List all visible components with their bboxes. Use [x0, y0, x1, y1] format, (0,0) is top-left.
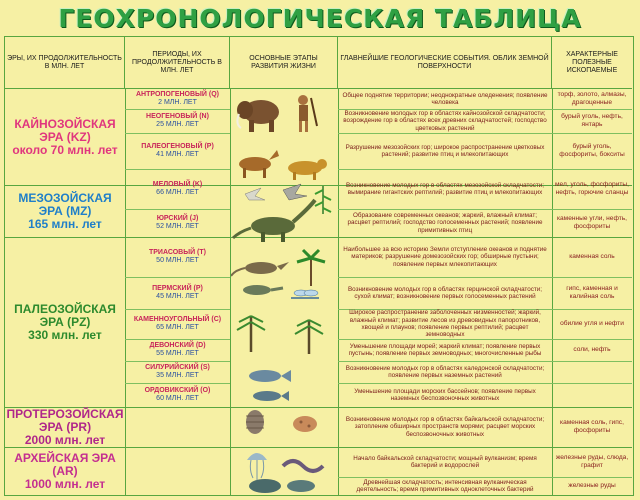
period-duration: 52 МЛН. ЛЕТ: [156, 223, 199, 230]
mineral-cell: гипс, каменная и калийная соль: [566, 285, 618, 300]
header-minerals: ХАРАКТЕРНЫЕ ПОЛЕЗНЫЕ ИСКОПАЕМЫЕ: [552, 37, 632, 89]
mineral-cell: бурый уголь, фосфориты, бокситы: [559, 143, 625, 158]
caveman-icon: [298, 95, 317, 132]
mineral-cell: [552, 383, 632, 407]
period-duration: 55 МЛН. ЛЕТ: [156, 350, 199, 357]
life-illustrations: [231, 90, 337, 495]
mineral-cell: торф, золото, алмазы, драгоценные: [557, 91, 627, 106]
period-name: НЕОГЕНОВЫЙ (N): [146, 113, 209, 120]
mammoth-icon: [237, 100, 279, 132]
event-cell: Наибольшее за всю историю Земли отступление океанов и поднятие материков; разрушение домезозойских гор; обширные пустыни; появление первых млекопитающих: [343, 246, 547, 268]
period-cell: [125, 109, 230, 133]
header-periods: ПЕРИОДЫ, ИХ ПРОДОЛЖИТЕЛЬНОСТЬ В МЛН. ЛЕТ: [125, 37, 230, 89]
geochronology-table: [4, 36, 634, 496]
era-name: ПАЛЕОЗОЙСКАЯ ЭРА (PZ): [14, 301, 116, 329]
period-name: ЮРСКИЙ (J): [156, 215, 199, 222]
mineral-cell: обилие угля и нефти: [560, 320, 624, 328]
period-duration: 50 МЛН. ЛЕТ: [156, 257, 199, 264]
period-name: ОРДОВИКСКИЙ (O): [144, 387, 211, 394]
period-cell: [125, 339, 230, 361]
event-cell: Возникновение молодых гор в областях кайнозойской складчатости; возрождение гор в областях всех древних складчатостей; господство цветковых растений: [343, 110, 547, 132]
period-cell: [125, 277, 230, 309]
era-paleozoic: [5, 237, 125, 407]
horse-icon: [239, 150, 279, 178]
event-cell: Разрушение мезозойских гор; широкое распространение цветковых растений; развитие птиц и млекопитающих: [345, 143, 545, 158]
period-duration: 65 МЛН. ЛЕТ: [156, 324, 199, 331]
period-cell: [125, 169, 230, 209]
amphibian-icon: [243, 285, 283, 295]
header-life: ОСНОВНЫЕ ЭТАПЫ РАЗВИТИЯ ЖИЗНИ: [230, 37, 338, 89]
mineral-cell: соли, нефть: [573, 346, 611, 354]
event-cell: Начало байкальской складчатости; мощный вулканизм; время бактерий и водорослей: [353, 454, 537, 469]
period-duration: 45 МЛН. ЛЕТ: [156, 293, 199, 300]
period-duration: 25 МЛН. ЛЕТ: [156, 121, 199, 128]
reptile-icon: [231, 262, 289, 276]
era-cenozoic: [5, 89, 125, 185]
era-name: ПРОТЕРОЗОЙСКАЯ ЭРА (PR): [6, 407, 124, 434]
era-mesozoic: [5, 185, 125, 237]
period-duration: 35 МЛН. ЛЕТ: [156, 372, 199, 379]
sponge-icon: [293, 416, 317, 432]
mineral-cell: железные руды, слюда, графит: [555, 454, 629, 469]
mineral-cell: бурый уголь, нефть, янтарь: [561, 113, 623, 128]
period-name: МЕЛОВЫЙ (K): [152, 181, 203, 188]
event-cell: Древнейшая складчатость; интенсивная вулканическая деятельность; время примитивных одноклеточных бактерий: [356, 478, 534, 493]
period-cell: [125, 237, 230, 277]
mineral-cell: каменная соль: [569, 253, 615, 261]
dragonfly-icon: [291, 290, 319, 298]
event-cell: Уменьшение площади морей; жаркий климат; появление первых пустынь; появление первых земноводных; многочисленные рыбы: [348, 342, 542, 357]
worm-icon: [283, 461, 323, 471]
period-name: ТРИАСОВЫЙ (T): [148, 249, 206, 256]
period-cell: [125, 133, 230, 169]
event-cell: Общее поднятие территории; неоднократные оледенения; появление человека: [342, 91, 548, 106]
bird-icon: [245, 188, 265, 200]
mineral-cell: мел, уголь, фосфориты, нефть, горючие сланцы: [555, 181, 629, 196]
period-name: АНТРОПОГЕНОВЫЙ (Q): [135, 91, 219, 98]
header-eras: ЭРЫ, ИХ ПРОДОЛЖИТЕЛЬНОСТЬ В МЛН. ЛЕТ: [5, 37, 125, 89]
period-name: ДЕВОНСКИЙ (D): [149, 342, 206, 349]
event-cell: Возникновение молодых гор в областях герцинской складчатости; сухой климат; возникновение первых голосеменных растений: [347, 285, 543, 300]
era-duration: около 70 млн. лет: [12, 142, 118, 157]
fish-icon: [249, 370, 291, 401]
era-name: МЕЗОЗОЙСКАЯ ЭРА (MZ): [18, 190, 112, 218]
period-cell: [125, 209, 230, 237]
event-cell: Возникновение молодых гор в областях мезозойской складчатости; вымирание гигантских рептилий; развитие птиц и млекопитающих: [345, 181, 545, 196]
era-name: КАЙНОЗОЙСКАЯ ЭРА (KZ): [14, 116, 116, 144]
event-cell: Уменьшение площади морских бассейнов; появление первых наземных беспозвоночных животных: [354, 387, 536, 402]
event-cell: Широкое распространение заболоченных низменностей; жаркий, влажный климат; развитие лесов из древовидных папоротников, хвощей и плаунов; появление первых рептилий; расцвет земноводных: [349, 309, 541, 339]
event-cell: Возникновение молодых гор в областях каледонской складчатости; появление первых наземных растений: [345, 364, 545, 379]
period-name: ПАЛЕОГЕНОВЫЙ (P): [141, 143, 214, 150]
header-events: ГЛАВНЕЙШИЕ ГЕОЛОГИЧЕСКИЕ СОБЫТИЯ. ОБЛИК ЗЕМНОЙ ПОВЕРХНОСТИ: [338, 37, 552, 89]
period-duration: 66 МЛН. ЛЕТ: [156, 189, 199, 196]
tree-fern-icon: [237, 316, 323, 354]
dinosaur-icon: [233, 200, 315, 242]
fern-icon: [315, 186, 331, 214]
archaeopteryx-icon: [283, 184, 307, 200]
era-archean: [5, 447, 125, 495]
period-cell: [125, 383, 230, 407]
page-title: ГЕОХРОНОЛОГИЧЕСКАЯ ТАБЛИЦА: [58, 4, 582, 33]
mineral-cell: железные руды: [568, 482, 616, 490]
era-duration: 2000 млн. лет: [24, 432, 106, 447]
jellyfish-icon: [247, 453, 267, 480]
era-duration: 330 млн. лет: [28, 327, 102, 342]
period-duration: 60 МЛН. ЛЕТ: [156, 395, 199, 402]
bacteria-icon: [249, 479, 315, 493]
period-name: КАМЕННОУГОЛЬНЫЙ (C): [133, 316, 222, 323]
palm-tree-icon: [297, 250, 325, 286]
mineral-cell: каменная соль, гипс, фосфориты: [560, 419, 624, 434]
period-name: ПЕРМСКИЙ (P): [152, 285, 203, 292]
period-duration: 41 МЛН. ЛЕТ: [156, 151, 199, 158]
mineral-cell: [552, 361, 632, 383]
event-cell: Образование современных океанов; жаркий, влажный климат; расцвет рептилий; господство голосеменных растений; появление примитивных птиц: [347, 212, 543, 234]
trilobite-icon: [246, 410, 264, 434]
era-duration: 1000 млн. лет: [24, 476, 106, 491]
period-cell: [125, 361, 230, 383]
saber-tooth-icon: [288, 159, 327, 180]
event-cell: Возникновение молодых гор в областях байкальской складчатости; затопление обширных пространств морями; расцвет морских беспозвоночных животных: [345, 416, 545, 438]
era-proterozoic: [5, 407, 125, 447]
era-duration: 165 млн. лет: [28, 216, 102, 231]
period-duration: 2 МЛН. ЛЕТ: [158, 99, 197, 106]
mineral-cell: каменные угли, нефть, фосфориты: [556, 215, 628, 230]
period-name: СИЛУРИЙСКИЙ (S): [145, 364, 210, 371]
era-name: АРХЕЙСКАЯ ЭРА (AR): [14, 450, 116, 478]
period-cell: [125, 309, 230, 339]
period-cell: [125, 89, 230, 109]
